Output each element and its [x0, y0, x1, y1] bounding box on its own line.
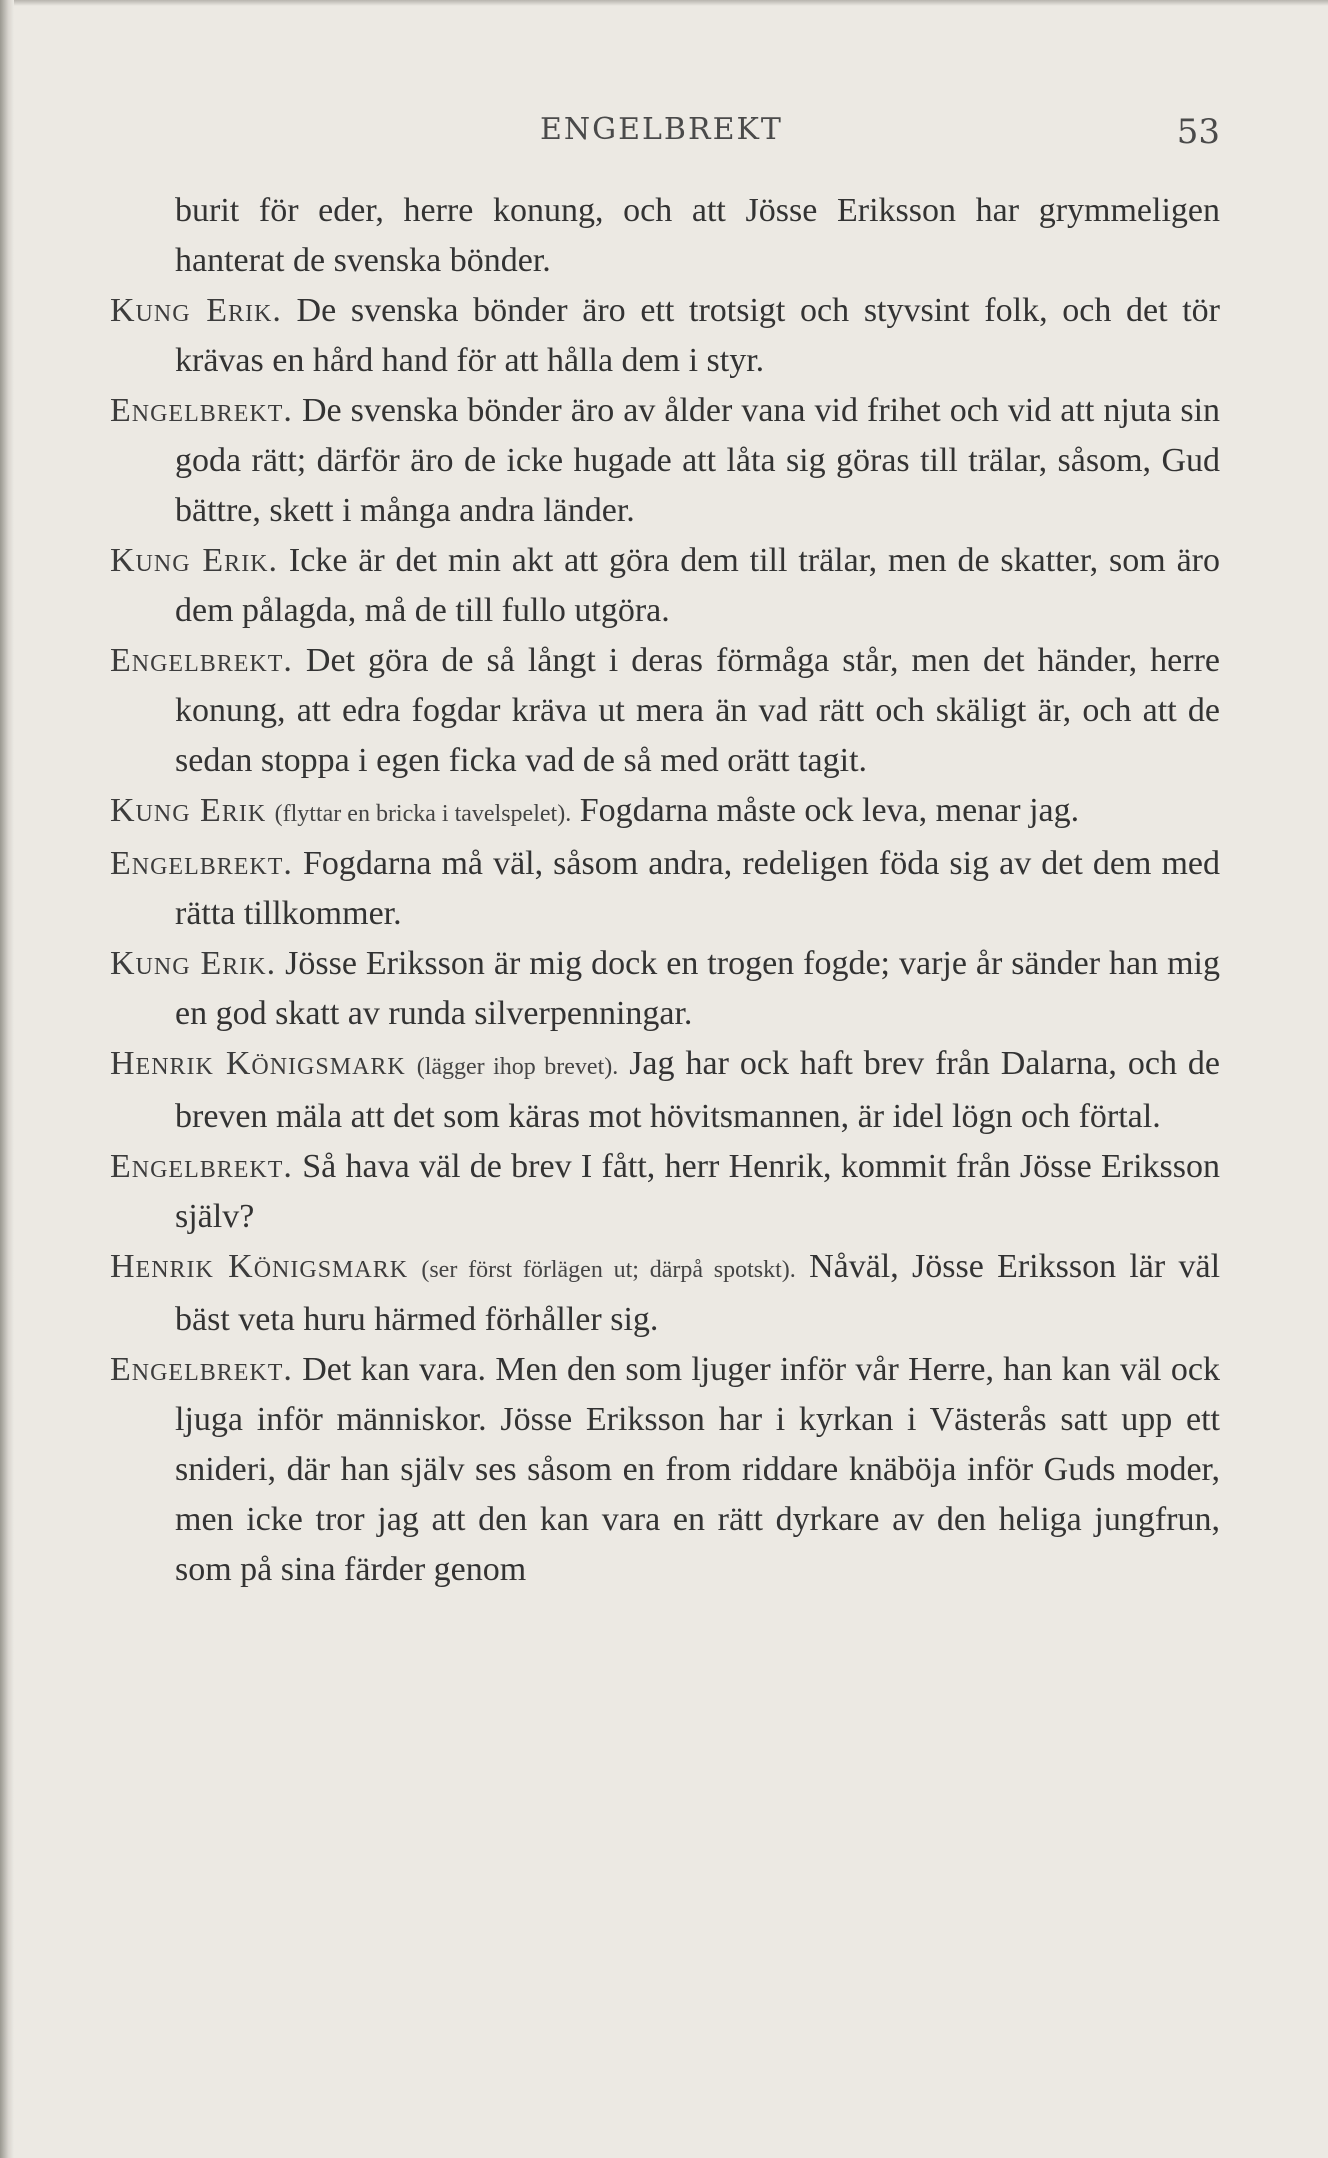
paragraph-text: burit för eder, herre konung, och att Jösse Eriksson har grymmeligen hanterat de svenska bönder.: [175, 192, 1220, 279]
speech: [110, 286, 1220, 386]
speaker-name: Kung Erik.: [110, 945, 277, 982]
speaker-name: Kung Erik.: [110, 292, 282, 329]
speech-text: Det göra de så långt i deras förmåga står, men det händer, herre konung, att edra fogdar kräva ut mera än vad rätt och skäligt är, och att de sedan stoppa i egen ficka vad de så med orätt tagit.: [175, 642, 1220, 779]
stage-direction: (ser först förlägen ut; därpå spotskt).: [421, 1257, 796, 1283]
speech: [110, 386, 1220, 536]
continued-paragraph: [110, 186, 1220, 286]
speech-text: Det kan vara. Men den som ljuger inför vår Herre, han kan väl ock ljuga inför människor. Jösse Eriksson har i kyrkan i Västerås satt upp ett snideri, där han själv ses såsom en from riddare knäböja inför Guds moder, men icke tror jag att den kan vara en rätt dyrkare av den heliga jungfrun, som på sina färder genom: [175, 1351, 1220, 1588]
speech-text: De svenska bönder äro av ålder vana vid frihet och vid att njuta sin goda rätt; därför äro de icke hugade att låta sig göras till trälar, såsom, Gud bättre, skett i många andra länder.: [175, 392, 1221, 529]
page-binding-edge: [0, 0, 14, 2158]
speech: [110, 839, 1220, 939]
speech: [110, 536, 1220, 636]
speaker-name: Henrik Königsmark: [110, 1248, 409, 1285]
running-title: ENGELBREKT: [540, 112, 783, 147]
speaker-name: Kung Erik: [110, 792, 267, 829]
running-head: [110, 112, 1220, 152]
speech-text: Nåväl, Jösse Eriksson lär väl bäst veta huru härmed förhåller sig.: [175, 1248, 1221, 1338]
stage-direction: (flyttar en bricka i tavelspelet).: [274, 801, 572, 827]
speech-text: De svenska bönder äro ett trotsigt och styvsint folk, och det tör krävas en hård hand för att hålla dem i styr.: [175, 292, 1221, 379]
speech: [110, 1039, 1220, 1142]
speech-text: Fogdarna må väl, såsom andra, redeligen föda sig av det dem med rätta tillkommer.: [175, 845, 1221, 932]
speech: [110, 1345, 1220, 1595]
speaker-name: Kung Erik.: [110, 542, 279, 579]
speaker-name: Engelbrekt.: [110, 392, 293, 429]
speaker-name: Engelbrekt.: [110, 1148, 293, 1185]
speaker-name: Engelbrekt.: [110, 845, 293, 882]
speech: [110, 1242, 1220, 1345]
speech-text: Jösse Eriksson är mig dock en trogen fogde; varje år sänder han mig en god skatt av runda silverpenningar.: [175, 945, 1220, 1032]
speaker-name: Engelbrekt.: [110, 1351, 293, 1388]
speech-text: Jag har ock haft brev från Dalarna, och de breven mäla att det som käras mot hövitsmannen, är idel lögn och förtal.: [175, 1045, 1221, 1135]
speech: [110, 1142, 1220, 1242]
speech: [110, 939, 1220, 1039]
page-top-edge: [0, 0, 1328, 6]
speaker-name: Engelbrekt.: [110, 642, 293, 679]
speech-text: Fogdarna måste ock leva, menar jag.: [579, 792, 1080, 829]
page-number: 53: [1176, 112, 1220, 152]
speech: [110, 636, 1220, 786]
speech-text: Icke är det min akt att göra dem till trälar, men de skatter, som äro dem pålagda, må de till fullo utgöra.: [175, 542, 1221, 629]
speech: [110, 786, 1220, 839]
page-text: [110, 186, 1220, 1595]
speech-text: Så hava väl de brev I fått, herr Henrik, kommit från Jösse Eriksson själv?: [175, 1148, 1220, 1235]
speaker-name: Henrik Königsmark: [110, 1045, 406, 1082]
stage-direction: (lägger ihop brevet).: [416, 1054, 619, 1080]
